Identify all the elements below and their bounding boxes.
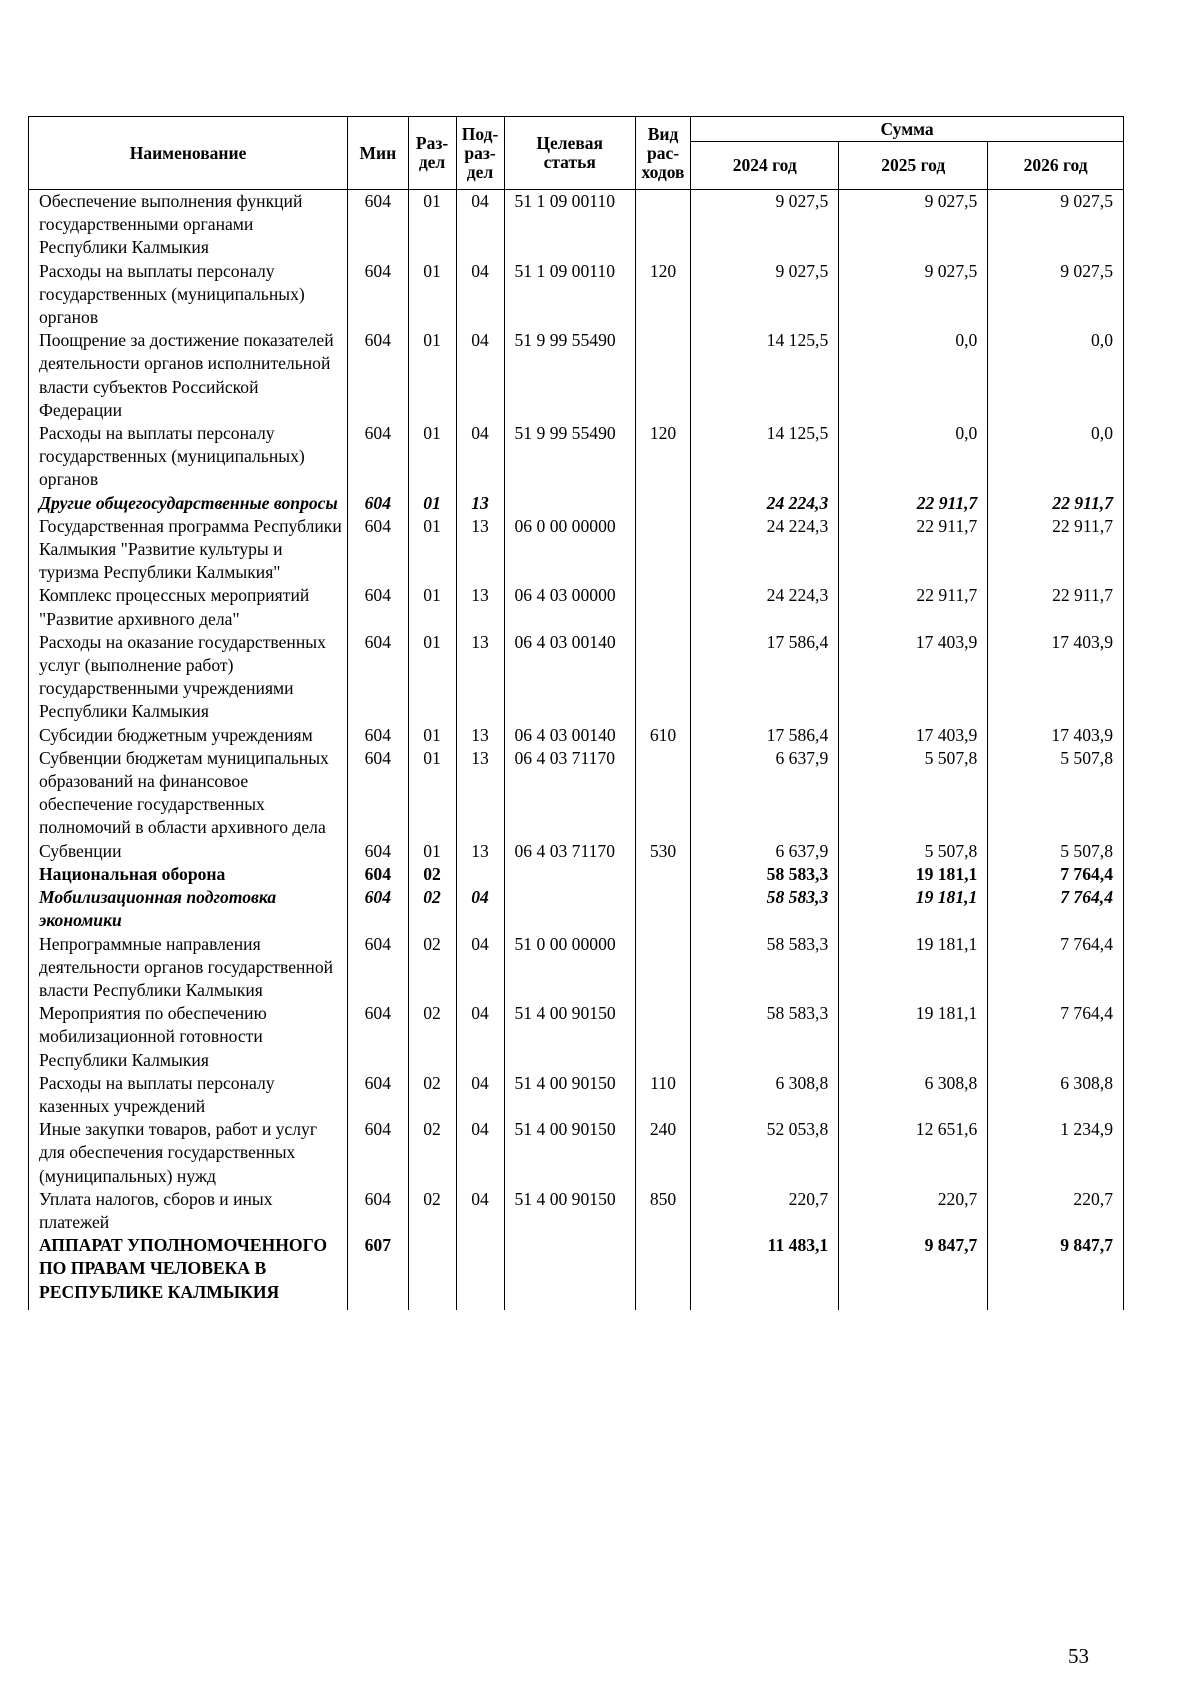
cell-vid-rashodov: 850: [635, 1188, 690, 1234]
cell-name: АППАРАТ УПОЛНОМОЧЕННОГО ПО ПРАВАМ ЧЕЛОВЕКА В РЕСПУБЛИКЕ КАЛМЫКИЯ: [29, 1234, 348, 1310]
header-year-2026: 2026 год: [988, 142, 1124, 190]
cell-sum-2024: 14 125,5: [691, 329, 839, 422]
cell-celevaya-statya: 51 9 99 55490: [504, 422, 635, 492]
table-row: [29, 886, 1124, 932]
table-row: [29, 1072, 1124, 1118]
table-body: [29, 190, 1124, 1310]
header-vid-rashodov: Вид рас- ходов: [635, 117, 690, 190]
cell-vid-rashodov: [635, 584, 690, 630]
cell-sum-2025: 17 403,9: [839, 724, 988, 747]
cell-name: Расходы на выплаты персоналу казенных учреждений: [29, 1072, 348, 1118]
cell-vid-rashodov: [635, 1234, 690, 1310]
cell-sum-2026: 6 308,8: [988, 1072, 1124, 1118]
cell-podrazdel: 13: [456, 492, 504, 515]
cell-min: 604: [348, 747, 408, 840]
cell-razdel: 02: [408, 863, 456, 886]
cell-min: 604: [348, 631, 408, 724]
cell-podrazdel: 04: [456, 1188, 504, 1234]
cell-min: 604: [348, 1002, 408, 1072]
cell-sum-2025: 12 651,6: [839, 1118, 988, 1188]
cell-name: Расходы на выплаты персоналу государственных (муниципальных) органов: [29, 260, 348, 330]
cell-vid-rashodov: [635, 492, 690, 515]
cell-razdel: 02: [408, 1118, 456, 1188]
table-row: [29, 747, 1124, 840]
cell-name: Национальная оборона: [29, 863, 348, 886]
document-page: [28, 116, 1124, 1310]
header-min: Мин: [348, 117, 408, 190]
cell-vid-rashodov: [635, 747, 690, 840]
cell-sum-2025: 19 181,1: [839, 933, 988, 1003]
cell-vid-rashodov: [635, 631, 690, 724]
cell-podrazdel: 13: [456, 515, 504, 585]
cell-name: Субвенции бюджетам муниципальных образований на финансовое обеспечение государственных полномочий в области архивного дела: [29, 747, 348, 840]
table-row: [29, 724, 1124, 747]
header-podrazdel: Под- раз- дел: [456, 117, 504, 190]
cell-min: 604: [348, 1118, 408, 1188]
cell-razdel: [408, 1234, 456, 1310]
cell-sum-2025: 6 308,8: [839, 1072, 988, 1118]
table-row: [29, 631, 1124, 724]
budget-table: [28, 116, 1124, 1310]
cell-podrazdel: 13: [456, 840, 504, 863]
cell-sum-2026: 22 911,7: [988, 515, 1124, 585]
cell-sum-2024: 58 583,3: [691, 886, 839, 932]
cell-min: 604: [348, 492, 408, 515]
cell-sum-2026: 5 507,8: [988, 840, 1124, 863]
cell-min: 604: [348, 724, 408, 747]
cell-sum-2025: 22 911,7: [839, 584, 988, 630]
table-row: [29, 190, 1124, 260]
cell-name: Поощрение за достижение показателей деятельности органов исполнительной власти субъектов Российской Федерации: [29, 329, 348, 422]
table-row: [29, 329, 1124, 422]
cell-sum-2024: 58 583,3: [691, 933, 839, 1003]
cell-sum-2024: 6 308,8: [691, 1072, 839, 1118]
cell-sum-2026: 7 764,4: [988, 933, 1124, 1003]
cell-celevaya-statya: 51 4 00 90150: [504, 1118, 635, 1188]
cell-sum-2025: 5 507,8: [839, 840, 988, 863]
cell-celevaya-statya: 06 4 03 00140: [504, 631, 635, 724]
cell-min: 604: [348, 329, 408, 422]
cell-celevaya-statya: [504, 863, 635, 886]
cell-sum-2025: 0,0: [839, 329, 988, 422]
cell-sum-2024: 11 483,1: [691, 1234, 839, 1310]
cell-sum-2025: 0,0: [839, 422, 988, 492]
cell-razdel: 01: [408, 515, 456, 585]
cell-vid-rashodov: [635, 1002, 690, 1072]
cell-podrazdel: [456, 863, 504, 886]
cell-sum-2026: 7 764,4: [988, 863, 1124, 886]
cell-podrazdel: 04: [456, 1002, 504, 1072]
cell-sum-2025: 9 027,5: [839, 190, 988, 260]
cell-vid-rashodov: 120: [635, 260, 690, 330]
header-row-top: [29, 117, 1124, 142]
cell-sum-2024: 14 125,5: [691, 422, 839, 492]
cell-name: Иные закупки товаров, работ и услуг для обеспечения государственных (муниципальных) нужд: [29, 1118, 348, 1188]
cell-podrazdel: 13: [456, 631, 504, 724]
cell-sum-2026: 0,0: [988, 329, 1124, 422]
cell-sum-2025: 9 847,7: [839, 1234, 988, 1310]
cell-razdel: 02: [408, 886, 456, 932]
cell-name: Субсидии бюджетным учреждениям: [29, 724, 348, 747]
cell-celevaya-statya: 06 4 03 00140: [504, 724, 635, 747]
cell-min: 604: [348, 863, 408, 886]
cell-razdel: 02: [408, 1188, 456, 1234]
cell-vid-rashodov: 110: [635, 1072, 690, 1118]
cell-podrazdel: 04: [456, 422, 504, 492]
cell-name: Другие общегосударственные вопросы: [29, 492, 348, 515]
cell-min: 604: [348, 422, 408, 492]
cell-celevaya-statya: 51 9 99 55490: [504, 329, 635, 422]
cell-sum-2024: 58 583,3: [691, 863, 839, 886]
cell-celevaya-statya: 51 4 00 90150: [504, 1072, 635, 1118]
cell-celevaya-statya: 06 0 00 00000: [504, 515, 635, 585]
cell-sum-2026: 9 847,7: [988, 1234, 1124, 1310]
cell-vid-rashodov: [635, 329, 690, 422]
cell-name: Непрограммные направления деятельности органов государственной власти Республики Калмыкия: [29, 933, 348, 1003]
cell-podrazdel: 04: [456, 1118, 504, 1188]
cell-sum-2024: 58 583,3: [691, 1002, 839, 1072]
cell-razdel: 01: [408, 260, 456, 330]
cell-sum-2024: 24 224,3: [691, 492, 839, 515]
cell-name: Расходы на выплаты персоналу государственных (муниципальных) органов: [29, 422, 348, 492]
cell-min: 604: [348, 260, 408, 330]
cell-min: 604: [348, 933, 408, 1003]
cell-sum-2026: 22 911,7: [988, 492, 1124, 515]
cell-celevaya-statya: 51 1 09 00110: [504, 260, 635, 330]
cell-min: 604: [348, 1072, 408, 1118]
cell-razdel: 01: [408, 584, 456, 630]
cell-vid-rashodov: 120: [635, 422, 690, 492]
cell-min: 604: [348, 886, 408, 932]
cell-sum-2024: 6 637,9: [691, 840, 839, 863]
table-row: [29, 422, 1124, 492]
cell-celevaya-statya: [504, 886, 635, 932]
cell-celevaya-statya: 51 1 09 00110: [504, 190, 635, 260]
cell-podrazdel: 04: [456, 886, 504, 932]
cell-sum-2025: 19 181,1: [839, 863, 988, 886]
cell-sum-2025: 17 403,9: [839, 631, 988, 724]
cell-podrazdel: 13: [456, 747, 504, 840]
cell-min: 604: [348, 190, 408, 260]
cell-podrazdel: 04: [456, 260, 504, 330]
cell-celevaya-statya: 51 0 00 00000: [504, 933, 635, 1003]
cell-name: Мобилизационная подготовка экономики: [29, 886, 348, 932]
cell-vid-rashodov: 610: [635, 724, 690, 747]
page-number: 53: [1068, 1644, 1089, 1668]
cell-sum-2024: 24 224,3: [691, 584, 839, 630]
cell-name: Уплата налогов, сборов и иных платежей: [29, 1188, 348, 1234]
cell-vid-rashodov: 240: [635, 1118, 690, 1188]
table-row: [29, 840, 1124, 863]
cell-sum-2024: 9 027,5: [691, 190, 839, 260]
table-row: [29, 1188, 1124, 1234]
cell-sum-2026: 17 403,9: [988, 724, 1124, 747]
header-razdel: Раз- дел: [408, 117, 456, 190]
cell-celevaya-statya: 06 4 03 71170: [504, 840, 635, 863]
cell-sum-2026: 9 027,5: [988, 190, 1124, 260]
cell-sum-2025: 9 027,5: [839, 260, 988, 330]
cell-razdel: 01: [408, 747, 456, 840]
cell-sum-2024: 52 053,8: [691, 1118, 839, 1188]
cell-sum-2025: 22 911,7: [839, 515, 988, 585]
cell-sum-2024: 6 637,9: [691, 747, 839, 840]
cell-sum-2025: 220,7: [839, 1188, 988, 1234]
cell-name: Государственная программа Республики Калмыкия "Развитие культуры и туризма Республики Калмыкия": [29, 515, 348, 585]
cell-sum-2025: 19 181,1: [839, 1002, 988, 1072]
table-row: [29, 515, 1124, 585]
table-row: [29, 1234, 1124, 1310]
cell-vid-rashodov: 530: [635, 840, 690, 863]
cell-podrazdel: 04: [456, 329, 504, 422]
header-name: Наименование: [29, 117, 348, 190]
cell-sum-2025: 5 507,8: [839, 747, 988, 840]
cell-vid-rashodov: [635, 190, 690, 260]
cell-razdel: 01: [408, 422, 456, 492]
cell-sum-2026: 5 507,8: [988, 747, 1124, 840]
cell-sum-2024: 9 027,5: [691, 260, 839, 330]
cell-sum-2026: 7 764,4: [988, 886, 1124, 932]
cell-min: 607: [348, 1234, 408, 1310]
cell-celevaya-statya: 51 4 00 90150: [504, 1002, 635, 1072]
header-year-2024: 2024 год: [691, 142, 839, 190]
table-row: [29, 260, 1124, 330]
cell-sum-2024: 17 586,4: [691, 724, 839, 747]
cell-razdel: 01: [408, 724, 456, 747]
cell-podrazdel: [456, 1234, 504, 1310]
cell-name: Мероприятия по обеспечению мобилизационной готовности Республики Калмыкия: [29, 1002, 348, 1072]
cell-sum-2026: 17 403,9: [988, 631, 1124, 724]
cell-celevaya-statya: 06 4 03 00000: [504, 584, 635, 630]
cell-sum-2026: 22 911,7: [988, 584, 1124, 630]
cell-name: Комплекс процессных мероприятий "Развитие архивного дела": [29, 584, 348, 630]
table-row: [29, 933, 1124, 1003]
table-row: [29, 584, 1124, 630]
cell-sum-2026: 0,0: [988, 422, 1124, 492]
cell-sum-2024: 24 224,3: [691, 515, 839, 585]
cell-vid-rashodov: [635, 863, 690, 886]
cell-sum-2024: 17 586,4: [691, 631, 839, 724]
cell-name: Субвенции: [29, 840, 348, 863]
cell-celevaya-statya: [504, 1234, 635, 1310]
header-year-2025: 2025 год: [839, 142, 988, 190]
cell-celevaya-statya: 51 4 00 90150: [504, 1188, 635, 1234]
cell-min: 604: [348, 840, 408, 863]
cell-celevaya-statya: [504, 492, 635, 515]
cell-sum-2026: 7 764,4: [988, 1002, 1124, 1072]
table-row: [29, 1118, 1124, 1188]
cell-sum-2026: 9 027,5: [988, 260, 1124, 330]
table-row: [29, 1002, 1124, 1072]
cell-sum-2026: 1 234,9: [988, 1118, 1124, 1188]
cell-razdel: 02: [408, 933, 456, 1003]
cell-razdel: 01: [408, 631, 456, 724]
cell-sum-2024: 220,7: [691, 1188, 839, 1234]
cell-razdel: 02: [408, 1072, 456, 1118]
cell-vid-rashodov: [635, 886, 690, 932]
cell-podrazdel: 13: [456, 724, 504, 747]
header-celevaya-statya: Целевая статья: [504, 117, 635, 190]
cell-podrazdel: 04: [456, 190, 504, 260]
cell-razdel: 02: [408, 1002, 456, 1072]
cell-razdel: 01: [408, 840, 456, 863]
cell-min: 604: [348, 584, 408, 630]
cell-podrazdel: 04: [456, 933, 504, 1003]
table-row: [29, 492, 1124, 515]
cell-min: 604: [348, 515, 408, 585]
cell-sum-2025: 19 181,1: [839, 886, 988, 932]
cell-celevaya-statya: 06 4 03 71170: [504, 747, 635, 840]
cell-vid-rashodov: [635, 515, 690, 585]
cell-min: 604: [348, 1188, 408, 1234]
header-summa: Сумма: [691, 117, 1124, 142]
cell-vid-rashodov: [635, 933, 690, 1003]
table-row: [29, 863, 1124, 886]
cell-name: Расходы на оказание государственных услуг (выполнение работ) государственными учреждениями Республики Калмыкия: [29, 631, 348, 724]
cell-sum-2026: 220,7: [988, 1188, 1124, 1234]
cell-name: Обеспечение выполнения функций государственными органами Республики Калмыкия: [29, 190, 348, 260]
cell-podrazdel: 04: [456, 1072, 504, 1118]
cell-razdel: 01: [408, 329, 456, 422]
cell-razdel: 01: [408, 492, 456, 515]
cell-podrazdel: 13: [456, 584, 504, 630]
cell-razdel: 01: [408, 190, 456, 260]
cell-sum-2025: 22 911,7: [839, 492, 988, 515]
